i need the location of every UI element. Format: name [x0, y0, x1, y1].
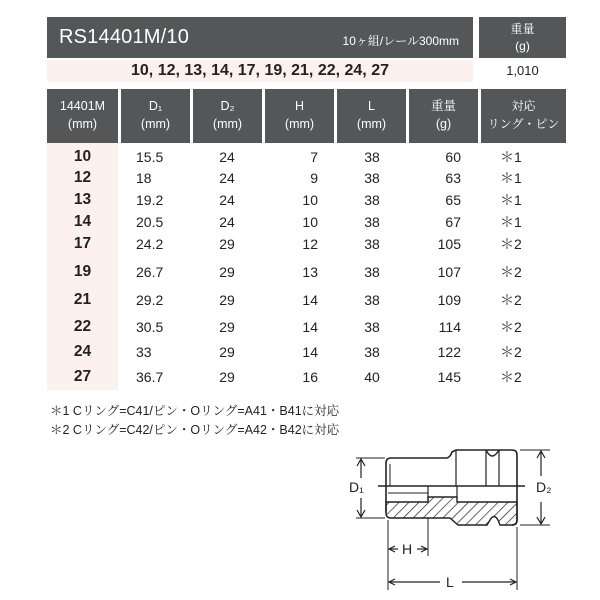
d1-cell: 26.7 — [136, 264, 164, 280]
h-cell: 16 — [302, 369, 318, 385]
column-header-label: 対応 — [511, 99, 536, 113]
weight-cell: 114 — [438, 319, 461, 335]
column-header-l — [337, 89, 406, 143]
column-header-label: L — [368, 99, 375, 113]
set-weight-header — [479, 17, 566, 58]
weight-cell: 65 — [445, 192, 461, 208]
ring-pin-cell: ＊2 — [500, 369, 522, 385]
ring-pin-cell: ＊1 — [500, 149, 522, 165]
column-header-unit: (mm) — [212, 117, 243, 131]
l-cell: 38 — [364, 149, 380, 165]
h-cell: 7 — [310, 149, 318, 165]
d2-cell: 29 — [219, 236, 235, 252]
size-cell: 13 — [73, 191, 92, 208]
size-cell: 10 — [73, 148, 92, 165]
ring-pin-cell: ＊2 — [500, 292, 522, 308]
ring-pin-cell: ＊2 — [500, 264, 522, 280]
ring-pin-cell: ＊1 — [500, 214, 522, 230]
column-header-d2 — [193, 89, 262, 143]
d2-cell: 29 — [219, 344, 235, 360]
column-header-unit: (g) — [435, 117, 452, 131]
h-cell: 14 — [302, 344, 318, 360]
weight-cell: 107 — [437, 264, 461, 280]
d2-cell: 24 — [219, 149, 235, 165]
footnote-1: ＊1 Cリング=C41/ピン・Oリング=A41・B41に対応 — [50, 404, 340, 418]
h-cell: 9 — [310, 170, 318, 186]
column-header-size — [47, 89, 118, 143]
h-label: H — [402, 541, 413, 557]
d2-cell: 29 — [219, 319, 235, 335]
d2-cell: 24 — [219, 192, 235, 208]
h-cell: 10 — [302, 214, 318, 230]
column-header-d1 — [121, 89, 190, 143]
size-cell: 14 — [73, 213, 92, 230]
d2-cell: 29 — [219, 264, 235, 280]
socket-dimension-diagram — [340, 440, 570, 595]
d1-cell: 18 — [136, 170, 152, 186]
column-header-unit: リング・ピン — [487, 117, 560, 131]
weight-cell: 105 — [437, 236, 461, 252]
column-header-unit: (mm) — [356, 117, 387, 131]
h-cell: 14 — [302, 292, 318, 308]
d1-cell: 20.5 — [136, 214, 164, 230]
l-label: L — [446, 574, 454, 590]
column-header-label: H — [294, 99, 305, 113]
l-cell: 38 — [364, 319, 380, 335]
d2-cell: 24 — [219, 170, 235, 186]
size-cell: 27 — [73, 368, 92, 385]
column-header-ring-pin — [481, 89, 566, 143]
size-cell: 19 — [73, 263, 92, 280]
l-cell: 38 — [364, 292, 380, 308]
d1-cell: 30.5 — [136, 319, 164, 335]
d1-cell: 29.2 — [136, 292, 164, 308]
model-header — [47, 17, 473, 58]
l-cell: 38 — [364, 264, 380, 280]
column-header-label: 14401M — [59, 99, 106, 113]
column-header-h — [265, 89, 334, 143]
l-cell: 38 — [364, 214, 380, 230]
size-cell: 12 — [73, 169, 92, 186]
d1-label: D₁ — [349, 479, 364, 495]
h-cell: 14 — [302, 319, 318, 335]
size-cell: 17 — [73, 235, 92, 252]
d1-cell: 36.7 — [136, 369, 164, 385]
column-header-unit: (mm) — [140, 117, 171, 131]
d1-cell: 15.5 — [136, 149, 164, 165]
ring-pin-cell: ＊1 — [500, 192, 522, 208]
l-cell: 40 — [364, 369, 380, 385]
set-weight-value: 1,010 — [506, 63, 539, 78]
footnote-2: ＊2 Cリング=C42/ピン・Oリング=A42・B42に対応 — [50, 423, 340, 437]
size-cell: 21 — [73, 291, 92, 308]
size-cell: 24 — [73, 343, 92, 360]
ring-pin-cell: ＊2 — [500, 319, 522, 335]
l-cell: 38 — [364, 170, 380, 186]
ring-pin-cell: ＊2 — [500, 344, 522, 360]
d1-cell: 19.2 — [136, 192, 164, 208]
h-cell: 12 — [302, 236, 318, 252]
size-cell: 22 — [73, 318, 92, 335]
d1-cell: 24.2 — [136, 236, 164, 252]
d1-cell: 33 — [136, 344, 152, 360]
weight-label: 重量 — [510, 22, 535, 36]
ring-pin-cell: ＊1 — [500, 170, 522, 186]
l-cell: 38 — [364, 344, 380, 360]
included-sizes: 10, 12, 13, 14, 17, 19, 21, 22, 24, 27 — [47, 60, 473, 82]
set-info: 10ヶ組/レール300mm — [342, 34, 459, 48]
weight-cell: 60 — [445, 149, 461, 165]
weight-cell: 109 — [437, 292, 461, 308]
d2-cell: 29 — [219, 292, 235, 308]
column-header-weight — [409, 89, 478, 143]
d2-label: D₂ — [536, 479, 552, 495]
l-cell: 38 — [364, 192, 380, 208]
d2-cell: 24 — [219, 214, 235, 230]
column-header-unit: (mm) — [67, 117, 98, 131]
h-cell: 13 — [302, 264, 318, 280]
column-header-label: D₂ — [220, 99, 235, 113]
weight-cell: 67 — [445, 214, 461, 230]
column-header-label: 重量 — [430, 99, 456, 113]
d2-cell: 29 — [219, 369, 235, 385]
column-header-label: D₁ — [148, 99, 163, 113]
l-cell: 38 — [364, 236, 380, 252]
weight-unit: (g) — [515, 39, 530, 53]
weight-cell: 63 — [445, 170, 461, 186]
weight-cell: 122 — [437, 344, 461, 360]
column-header-unit: (mm) — [284, 117, 315, 131]
weight-cell: 145 — [437, 369, 461, 385]
model-number: RS14401M/10 — [59, 26, 190, 48]
ring-pin-cell: ＊2 — [500, 236, 522, 252]
h-cell: 10 — [302, 192, 318, 208]
